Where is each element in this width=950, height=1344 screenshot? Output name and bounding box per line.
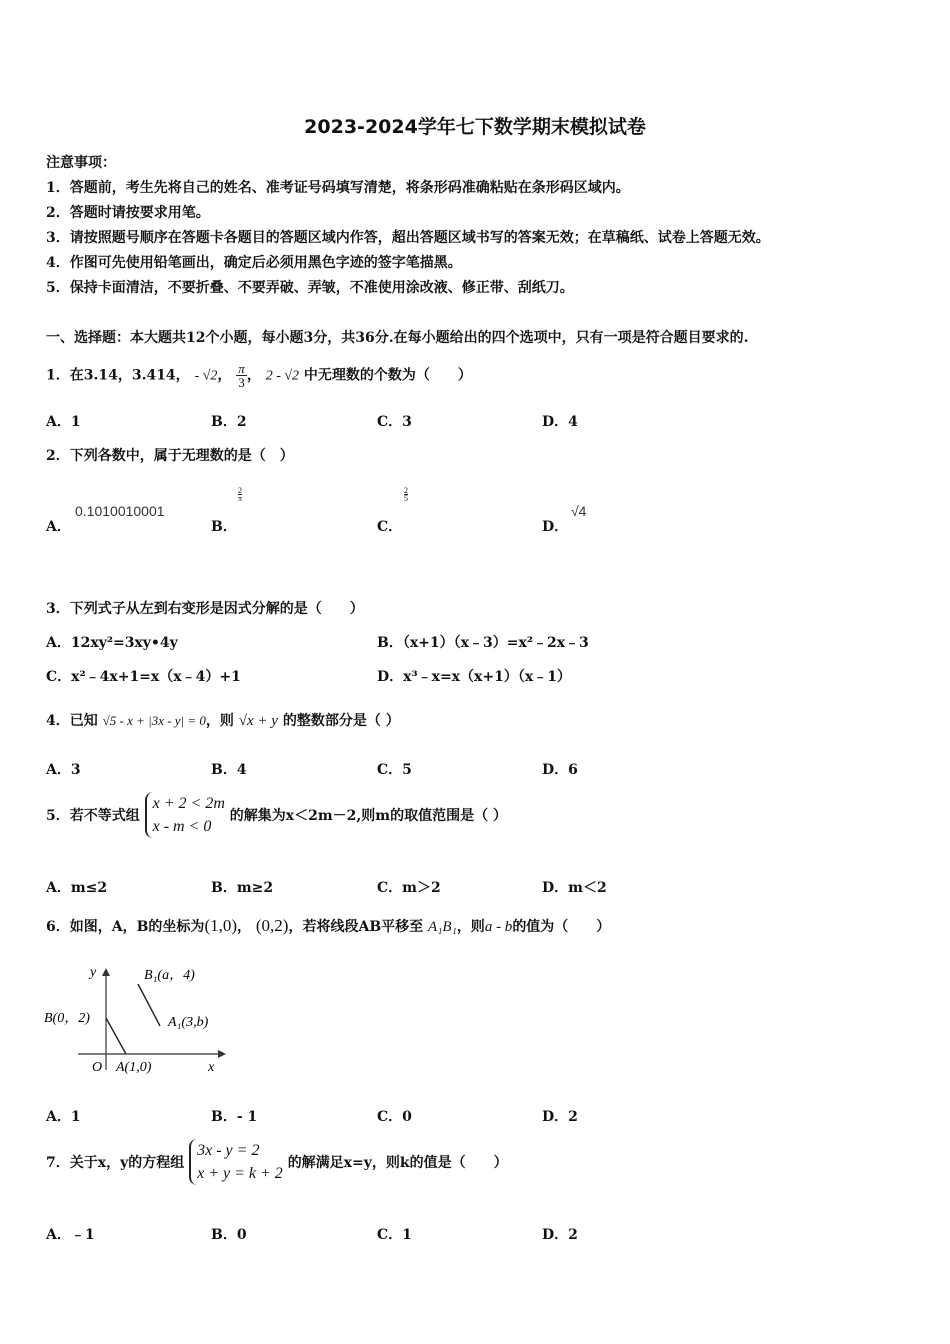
q1-option-c: C．3 bbox=[377, 414, 412, 430]
label-origin: O bbox=[92, 1060, 103, 1075]
question-3-stem: 3．下列式子从左到右变形是因式分解的是（ ） bbox=[46, 601, 364, 617]
q7-option-d: D．2 bbox=[542, 1227, 578, 1243]
q1-suffix: 中无理数的个数为（ ） bbox=[303, 367, 472, 384]
label-a: A(1,0) bbox=[116, 1060, 152, 1075]
q1-math-2: 2 - √2 bbox=[265, 368, 300, 384]
q2-option-b-label: B． bbox=[211, 519, 237, 535]
notice-item: 2．答题时请按要求用笔。 bbox=[46, 205, 210, 221]
q2-option-d-label: D． bbox=[542, 519, 569, 535]
q4-expr-1: √5 - x + |3x - y| = 0 bbox=[102, 713, 206, 728]
q1-option-b: B．2 bbox=[211, 414, 247, 430]
q2-option-a-value: 0.1010010001 bbox=[75, 503, 165, 519]
label-b: B(0，2) bbox=[44, 1011, 90, 1026]
notice-item: 5．保持卡面清洁，不要折叠、不要弄破、弄皱，不准使用涂改液、修正带、刮纸刀。 bbox=[46, 280, 574, 296]
q6-sep: ， bbox=[237, 919, 252, 935]
q6-mid2: ，则 bbox=[456, 919, 485, 935]
q7-option-a: A．﹣1 bbox=[46, 1227, 95, 1243]
q6-option-b: B．- 1 bbox=[211, 1109, 258, 1125]
q1-option-d: D．4 bbox=[542, 414, 578, 430]
question-2-stem: 2．下列各数中，属于无理数的是（ ） bbox=[46, 448, 294, 464]
question-5 bbox=[46, 792, 507, 838]
label-a1: A₁(3,b) bbox=[168, 1015, 209, 1030]
label-y: y bbox=[90, 965, 97, 980]
q7-suffix: 的解满足x=y，则k的值是（ ） bbox=[287, 1155, 508, 1172]
q7-option-c: C．1 bbox=[377, 1227, 412, 1243]
q6-option-c: C．0 bbox=[377, 1109, 412, 1125]
q6-expression: a - b bbox=[484, 919, 513, 935]
q2-c-den: 5 bbox=[404, 494, 408, 504]
q7-line-1: 3x - y = 2 bbox=[197, 1142, 260, 1159]
q5-line-1: x + 2 < 2m bbox=[152, 795, 225, 812]
q4-prefix: 4．已知 bbox=[46, 713, 98, 729]
q1-math-1: - √2 bbox=[194, 368, 218, 384]
q1-option-a: A．1 bbox=[46, 414, 81, 430]
notice-item: 1．答题前，考生先将自己的姓名、准考证号码填写清楚，将条形码准确粘贴在条形码区域内。 bbox=[46, 180, 630, 196]
q6-segment: A₁B₁ bbox=[428, 919, 457, 935]
q5-option-a: A．m≤2 bbox=[46, 880, 108, 896]
q1-frac-num: π bbox=[238, 361, 245, 376]
q5-prefix: 5．若不等式组 bbox=[46, 808, 140, 825]
y-axis-arrow bbox=[102, 968, 110, 976]
q3-option-b: B．（x+1）（x﹣3）=x²﹣2x﹣3 bbox=[377, 635, 589, 651]
q5-suffix: 的解集为x＜2m－2,则m的取值范围是（ ） bbox=[229, 808, 507, 825]
q7-option-b: B．0 bbox=[211, 1227, 247, 1243]
q1-prefix: 1．在3.14，3.414， bbox=[46, 367, 190, 384]
question-1 bbox=[46, 362, 472, 389]
q2-option-b-fraction bbox=[238, 487, 242, 505]
q6-coordinate-figure bbox=[40, 958, 240, 1080]
q2-b-num: 2 bbox=[238, 486, 243, 495]
q6-option-d: D．2 bbox=[542, 1109, 578, 1125]
q7-line-2: x + y = k + 2 bbox=[197, 1165, 283, 1183]
q6-point-2: (0,2) bbox=[255, 916, 289, 935]
q4-suffix: 的整数部分是（ ） bbox=[282, 713, 400, 729]
q7-equation-system bbox=[189, 1139, 283, 1185]
q3-option-c: C．x²﹣4x+1=x（x﹣4）+1 bbox=[46, 669, 241, 685]
q2-option-c-fraction bbox=[404, 487, 408, 505]
notice-heading: 注意事项： bbox=[46, 155, 116, 171]
question-6 bbox=[46, 916, 610, 936]
q2-option-d-value: √4 bbox=[571, 503, 587, 519]
q4-option-d: D．6 bbox=[542, 762, 578, 778]
q2-option-a-label: A． bbox=[46, 519, 71, 535]
q6-point-1: (1,0) bbox=[204, 916, 238, 935]
q2-b-den: π bbox=[238, 494, 243, 504]
q1-fraction bbox=[236, 362, 247, 389]
q5-option-d: D．m＜2 bbox=[542, 880, 607, 896]
question-4 bbox=[46, 710, 400, 730]
q6-suffix: 的值为（ ） bbox=[512, 919, 611, 935]
notice-item: 4．作图可先使用铅笔画出，确定后必须用黑色字迹的签字笔描黑。 bbox=[46, 255, 462, 271]
q1-sep: ， bbox=[246, 367, 261, 384]
x-axis-arrow bbox=[218, 1050, 226, 1058]
q5-option-c: C．m＞2 bbox=[377, 880, 441, 896]
q3-option-a: A．12xy²=3xy•4y bbox=[46, 635, 178, 651]
q4-option-c: C．5 bbox=[377, 762, 412, 778]
q1-frac-den: 3 bbox=[238, 375, 245, 390]
q4-mid: ，则 bbox=[205, 713, 234, 729]
label-b1: B₁(a，4) bbox=[144, 968, 195, 983]
segment-ab bbox=[106, 1018, 126, 1054]
q3-option-d: D．x³﹣x=x（x+1）（x﹣1） bbox=[377, 669, 571, 685]
q7-prefix: 7．关于x，y的方程组 bbox=[46, 1155, 185, 1172]
q4-option-b: B．4 bbox=[211, 762, 247, 778]
q5-line-2: x - m < 0 bbox=[152, 818, 212, 836]
section-heading: 一、选择题：本大题共12个小题，每小题3分，共36分.在每小题给出的四个选项中，只有一项是符合题目要求的. bbox=[46, 330, 749, 346]
q5-option-b: B．m≥2 bbox=[211, 880, 274, 896]
label-x: x bbox=[208, 1060, 215, 1075]
q2-option-c-label: C． bbox=[377, 519, 403, 535]
q5-inequality-system bbox=[145, 792, 225, 838]
q6-mid: ，若将线段AB平移至 bbox=[288, 919, 424, 935]
q6-prefix: 6．如图，A，B的坐标为 bbox=[46, 919, 205, 935]
q4-expr-2: √x + y bbox=[238, 713, 278, 729]
q4-option-a: A．3 bbox=[46, 762, 81, 778]
notice-item: 3．请按照题号顺序在答题卡各题目的答题区域内作答，超出答题区域书写的答案无效；在草稿纸、试卷上答题无效。 bbox=[46, 230, 770, 246]
segment-a1b1 bbox=[138, 984, 160, 1026]
page-title: 2023-2024学年七下数学期末模拟试卷 bbox=[304, 116, 646, 138]
question-7 bbox=[46, 1139, 508, 1185]
q1-sep: ， bbox=[217, 367, 232, 384]
q6-option-a: A．1 bbox=[46, 1109, 81, 1125]
q2-c-num: 2 bbox=[404, 486, 408, 495]
